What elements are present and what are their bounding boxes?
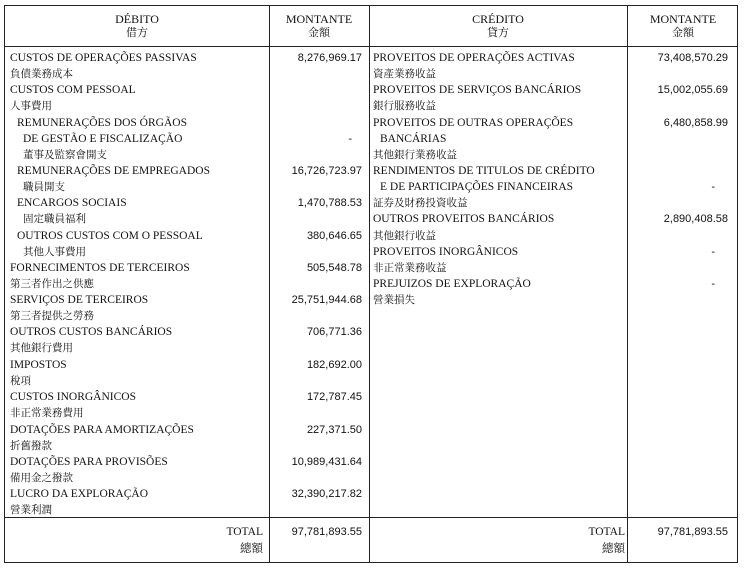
header-debit-label-zh: 借方 [126, 26, 148, 39]
credit-item-label: PREJUIZOS DE EXPLORAÇÃO [373, 278, 531, 290]
debit-item-label-zh: 人事費用 [10, 100, 52, 112]
debit-total-label-zh: 總額 [240, 541, 263, 555]
debit-item-amount: - [348, 133, 352, 145]
debit-item-amount: 1,470,788.53 [297, 197, 362, 209]
header-amount2-label-zh: 金額 [672, 26, 694, 39]
debit-item-label-zh: 稅項 [10, 375, 31, 387]
credit-item-label-zh: 証券及財務投資收益 [373, 197, 468, 209]
credit-item-amount: 73,408,570.29 [657, 52, 728, 64]
debit-item-amount: 505,548.78 [306, 262, 362, 274]
debit-item-label-zh: 其他銀行費用 [10, 342, 73, 354]
debit-item-label: IMPOSTOS [10, 359, 67, 371]
debit-item-label-zh: 第三者作出之供應 [10, 278, 94, 290]
debit-item-label-zh: 其他人事費用 [23, 246, 86, 258]
debit-item-label: LUCRO DA EXPLORAÇÃO [10, 488, 149, 500]
header-credit-label: CRÉDITO [472, 12, 524, 26]
header-debit [5, 12, 269, 40]
debit-item-label: OUTROS CUSTOS COM O PESSOAL [17, 230, 203, 242]
credit-item-label: PROVEITOS DE OUTRAS OPERAÇÕES [373, 117, 574, 129]
credit-item-label-zh: 營業損失 [373, 294, 415, 306]
credit-item-label: PROVEITOS INORGÂNICOS [373, 246, 519, 258]
header-amount-label-zh: 金額 [308, 26, 330, 39]
credit-total-label-zh: 總額 [602, 541, 625, 555]
credit-item-label-zh: 其他銀行業務收益 [373, 149, 457, 161]
debit-item-label: REMUNERAÇÕES DE EMPREGADOS [17, 165, 210, 177]
debit-item-label-zh: 董事及監察會開支 [23, 149, 107, 161]
debit-item-label-zh: 負債業務成本 [10, 68, 73, 80]
statement-table [4, 5, 738, 563]
credit-item-label-zh: 銀行服務收益 [373, 100, 436, 112]
header-credit [369, 12, 627, 40]
debit-item-label: DE GESTÃO E FISCALIZAÇÃO [23, 133, 183, 145]
credit-item-amount: 15,002,055.69 [657, 84, 728, 96]
column-divider [627, 6, 628, 562]
debit-item-label-zh: 非正常業務費用 [10, 407, 84, 419]
debit-item-label-zh: 營業利潤 [10, 504, 52, 516]
debit-item-amount: 16,726,723.97 [291, 165, 362, 177]
credit-item-label: PROVEITOS DE OPERAÇÕES ACTIVAS [373, 52, 575, 64]
credit-item-amount: - [711, 246, 715, 258]
header-amount-credit [627, 12, 739, 40]
debit-item-label-zh: 職員開支 [23, 181, 65, 193]
credit-item-label: BANCÁRIAS [380, 133, 447, 145]
debit-item-label: FORNECIMENTOS DE TERCEIROS [10, 262, 190, 274]
header-rule [5, 46, 737, 47]
header-amount-debit [269, 12, 369, 40]
debit-item-amount: 32,390,217.82 [291, 488, 362, 500]
credit-item-label: RENDIMENTOS DE TITULOS DE CRÉDITO [373, 165, 595, 177]
credit-item-amount: - [711, 278, 715, 290]
debit-item-amount: 227,371.50 [306, 424, 362, 436]
credit-item-label-zh: 非正常業務收益 [373, 262, 447, 274]
debit-item-label: DOTAÇÕES PARA PROVISÕES [10, 456, 168, 468]
debit-item-label: OUTROS CUSTOS BANCÁRIOS [10, 326, 173, 338]
credit-item-amount: 2,890,408.58 [663, 213, 728, 225]
debit-item-label-zh: 第三者提供之勞務 [10, 310, 94, 322]
debit-item-label: ENCARGOS SOCIAIS [17, 197, 127, 209]
debit-item-label: DOTAÇÕES PARA AMORTIZAÇÕES [10, 424, 194, 436]
credit-item-label-zh: 其他銀行收益 [373, 230, 436, 242]
debit-item-amount: 10,989,431.64 [291, 456, 362, 468]
column-divider [269, 6, 270, 562]
credit-item-label-zh: 資產業務收益 [373, 68, 436, 80]
credit-item-label: PROVEITOS DE SERVIÇOS BANCÁRIOS [373, 84, 582, 96]
column-divider [369, 6, 370, 562]
debit-item-label: CUSTOS COM PESSOAL [10, 84, 136, 96]
debit-item-amount: 380,646.65 [306, 230, 362, 242]
debit-item-amount: 8,276,969.17 [297, 52, 362, 64]
debit-item-amount: 182,692.00 [306, 359, 362, 371]
debit-item-label-zh: 折舊撥款 [10, 440, 52, 452]
debit-item-label: SERVIÇOS DE TERCEIROS [10, 294, 149, 306]
credit-item-amount: - [711, 181, 715, 193]
credit-total-amount: 97,781,893.55 [657, 526, 728, 538]
debit-item-amount: 25,751,944.68 [291, 294, 362, 306]
header-debit-label: DÉBITO [115, 12, 159, 26]
debit-item-amount: 706,771.36 [306, 326, 362, 338]
credit-item-amount: 6,480,858.99 [663, 117, 728, 129]
credit-item-label: OUTROS PROVEITOS BANCÁRIOS [373, 213, 555, 225]
header-amount2-label: MONTANTE [649, 12, 717, 26]
debit-total-amount: 97,781,893.55 [291, 526, 362, 538]
total-rule [5, 517, 737, 518]
header-amount-label: MONTANTE [285, 12, 353, 26]
debit-item-label: REMUNERAÇÕES DOS ÓRGÃOS [17, 117, 187, 129]
credit-total-label: TOTAL [588, 526, 625, 538]
credit-item-label: E DE PARTICIPAÇÕES FINANCEIRAS [380, 181, 574, 193]
debit-item-label: CUSTOS DE OPERAÇÕES PASSIVAS [10, 52, 197, 64]
header-credit-label-zh: 貸方 [487, 26, 509, 39]
debit-item-label: CUSTOS INORGÂNICOS [10, 391, 136, 403]
debit-total-label: TOTAL [226, 526, 263, 538]
debit-item-label-zh: 固定職員福利 [23, 213, 86, 225]
debit-item-amount: 172,787.45 [306, 391, 362, 403]
debit-item-label-zh: 備用金之撥款 [10, 472, 73, 484]
